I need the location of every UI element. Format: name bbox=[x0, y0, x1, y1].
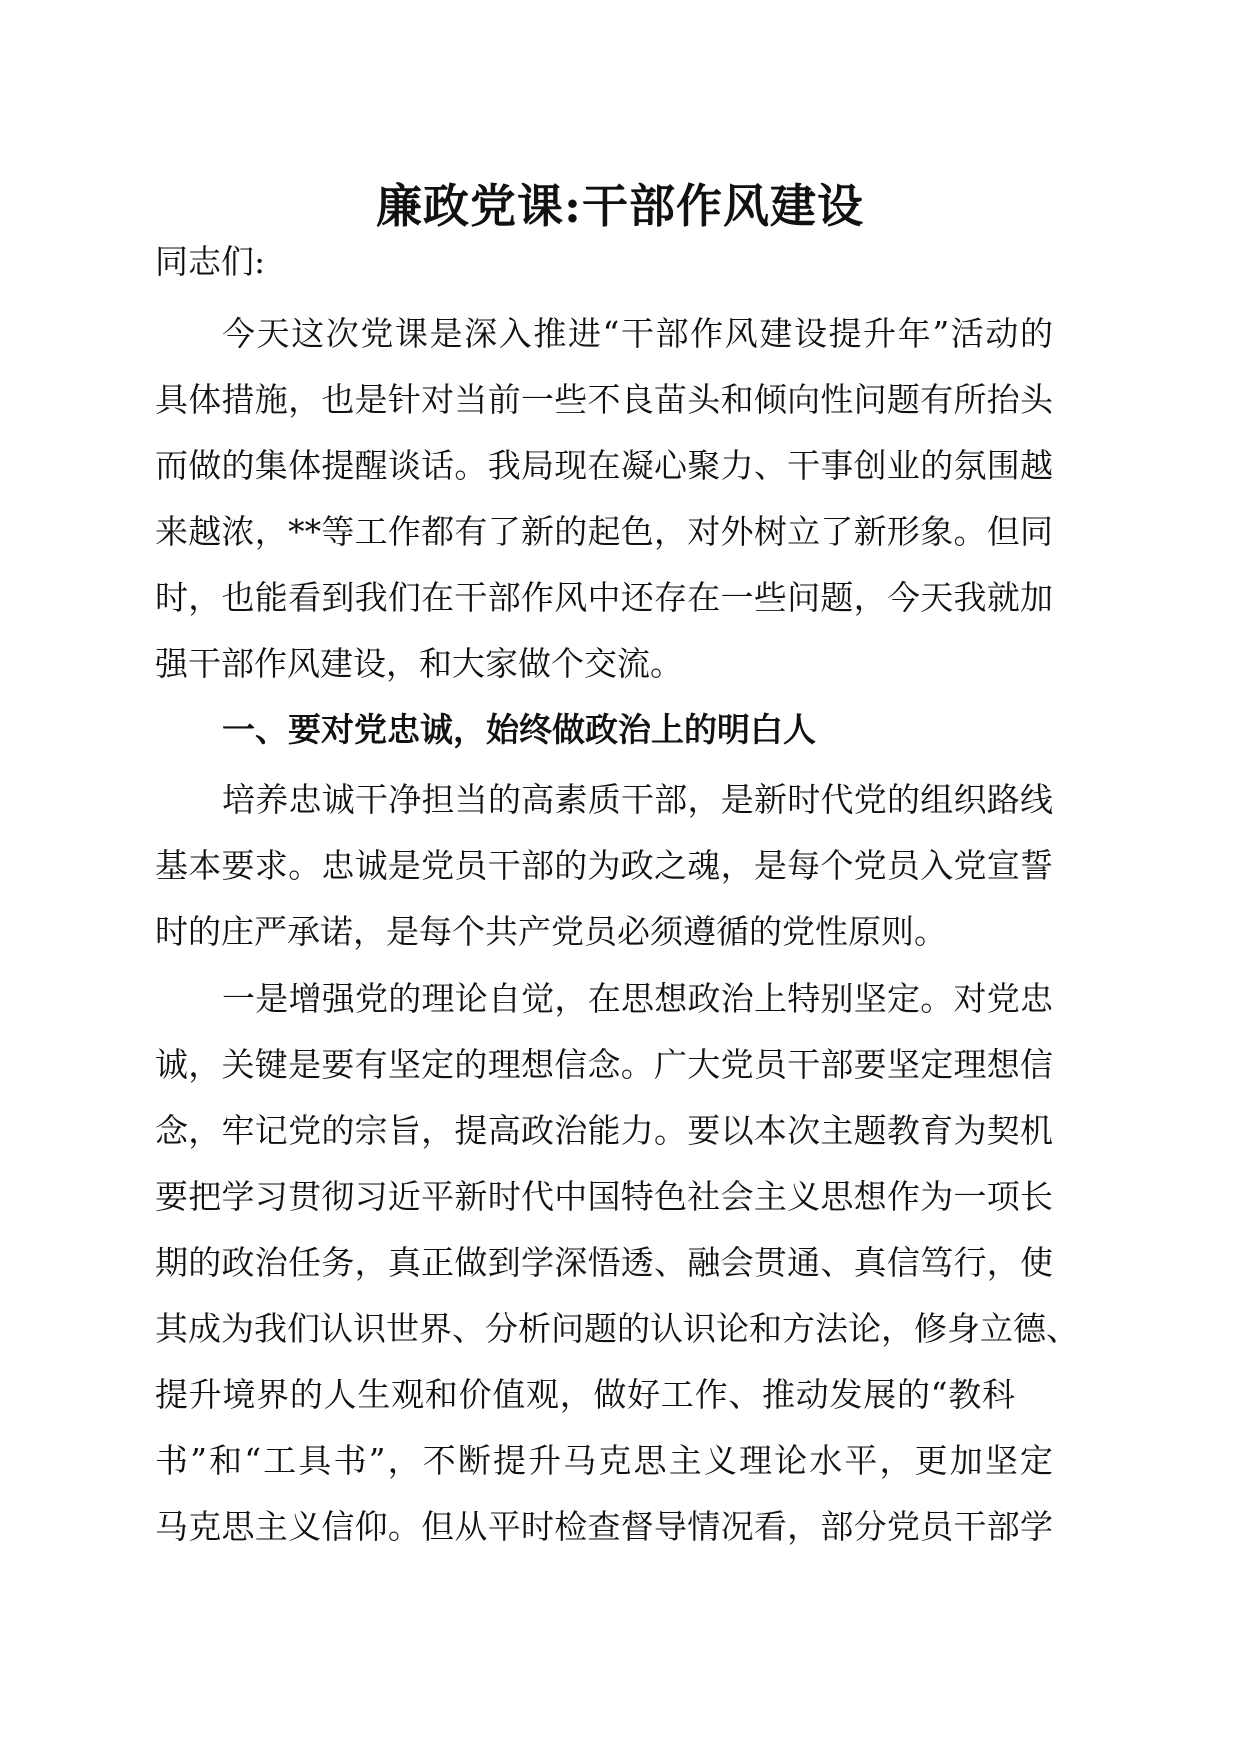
body-line: 强干部作风建设，和大家做个交流。 bbox=[155, 644, 683, 683]
body-line: 书”和“工具书”，不断提升马克思主义理论水平，更加坚定 bbox=[155, 1441, 1053, 1480]
body-line: 时的庄严承诺，是每个共产党员必须遵循的党性原则。 bbox=[155, 912, 947, 951]
body-line: 时，也能看到我们在干部作风中还存在一些问题，今天我就加 bbox=[155, 578, 1053, 617]
body-line: 而做的集体提醒谈话。我局现在凝心聚力、干事创业的氛围越 bbox=[155, 446, 1053, 485]
body-line: 基本要求。忠诚是党员干部的为政之魂，是每个党员入党宣誓 bbox=[155, 846, 1053, 885]
body-line: 诚，关键是要有坚定的理想信念。广大党员干部要坚定理想信 bbox=[155, 1045, 1053, 1084]
body-line: 具体措施，也是针对当前一些不良苗头和倾向性问题有所抬头 bbox=[155, 380, 1053, 419]
body-line: 来越浓，**等工作都有了新的起色，对外树立了新形象。但同 bbox=[155, 512, 1053, 551]
body-line: 念，牢记党的宗旨，提高政治能力。要以本次主题教育为契机 bbox=[155, 1111, 1053, 1150]
body-line: 一是增强党的理论自觉，在思想政治上特别坚定。对党忠 bbox=[222, 979, 1053, 1018]
body-line: 马克思主义信仰。但从平时检查督导情况看，部分党员干部学 bbox=[155, 1507, 1053, 1546]
body-line: 培养忠诚干净担当的高素质干部，是新时代党的组织路线 bbox=[222, 780, 1053, 819]
salutation: 同志们: bbox=[155, 242, 266, 281]
document-title: 廉政党课:干部作风建设 bbox=[376, 179, 864, 233]
section-heading: 一、要对党忠诚，始终做政治上的明白人 bbox=[222, 710, 816, 749]
body-line: 今天这次党课是深入推进“干部作风建设提升年”活动的 bbox=[222, 314, 1053, 353]
body-line: 其成为我们认识世界、分析问题的认识论和方法论，修身立德、 bbox=[155, 1309, 1079, 1348]
body-line: 要把学习贯彻习近平新时代中国特色社会主义思想作为一项长 bbox=[155, 1177, 1053, 1216]
body-line: 期的政治任务，真正做到学深悟透、融会贯通、真信笃行，使 bbox=[155, 1243, 1053, 1282]
body-line: 提升境界的人生观和价值观，做好工作、推动发展的“教科 bbox=[155, 1375, 1015, 1414]
